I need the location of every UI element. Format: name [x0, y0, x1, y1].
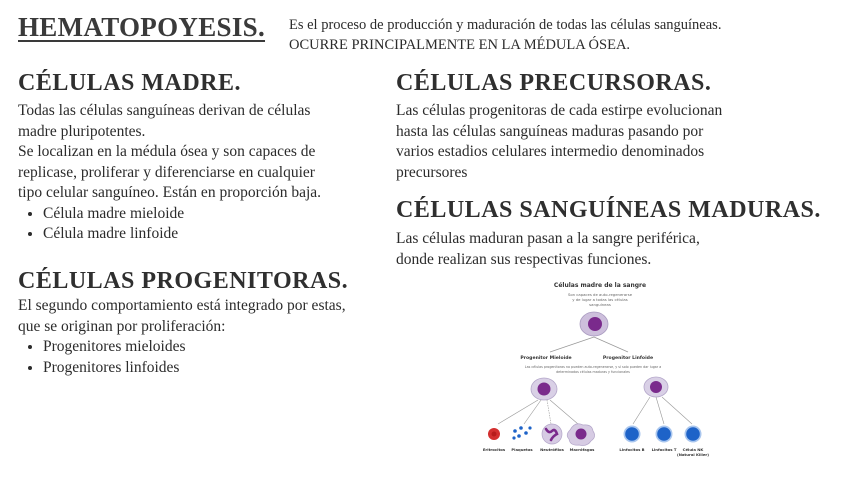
- label-neutrofilos: Neutrófilos: [540, 447, 564, 452]
- celulas-precursoras-text: [396, 101, 722, 183]
- label-nk-sub: (Natural Killer): [676, 452, 710, 457]
- section-celulas-precursoras: [396, 70, 722, 183]
- diagram-arrows: [498, 397, 692, 424]
- label-plaquetas: Plaquetas: [511, 447, 533, 452]
- list-item: • Progenitores linfoides: [43, 358, 348, 379]
- erythrocyte-cell: [488, 428, 500, 440]
- heading-celulas-maduras: CÉLULAS SANGUÍNEAS MADURAS.: [396, 197, 821, 223]
- hematopoiesis-diagram: [478, 276, 723, 466]
- celulas-progenitoras-text: [18, 296, 348, 337]
- progenitor-linfoide-cell: [644, 377, 668, 397]
- label-linfocitos-t: Linfocitos T: [651, 447, 677, 452]
- label-linfocitos-b: Linfocitos B: [619, 447, 645, 452]
- heading-celulas-madre: CÉLULAS MADRE.: [18, 70, 242, 96]
- celulas-maduras-text: [396, 229, 821, 270]
- text-line: que se originan por proliferación:: [18, 317, 226, 335]
- intro-line-2: OCURRE PRINCIPALMENTE EN LA MÉDULA ÓSEA.: [289, 37, 631, 53]
- text-line: replicase, proliferar y diferenciarse en cualquier: [18, 163, 315, 181]
- platelet-cells: [512, 426, 531, 439]
- text-line: Las células maduran pasan a la sangre periférica,: [396, 230, 700, 247]
- text-line: donde realizan sus respectivas funciones.: [396, 250, 652, 268]
- macrophage-cell: [567, 424, 594, 446]
- section-celulas-maduras: [396, 197, 821, 270]
- diagram-subtitle-1: Son capaces de auto-regenerarse: [567, 292, 633, 297]
- text-line: El segundo comportamiento está integrado por estas,: [18, 297, 346, 314]
- label-celula-nk: Célula NK: [682, 447, 704, 452]
- label-macrofagos: Macrófagos: [569, 447, 595, 452]
- celulas-progenitoras-list: [18, 337, 348, 378]
- nk-cell: [685, 426, 702, 443]
- diagram-subtitle-3: sanguíneas: [589, 302, 611, 307]
- b-lymphocyte-cell: [624, 426, 641, 443]
- stem-cell: [580, 312, 608, 336]
- arrow-line: [550, 337, 594, 352]
- text-line: varios estadios celulares intermedio denominados: [396, 143, 705, 160]
- label-progenitor-mieloide: Progenitor Mieloide: [520, 356, 572, 361]
- label-eritrocitos: Eritrocitos: [482, 447, 506, 452]
- text-line: tipo celular sanguíneo. Están en proporción baja.: [18, 184, 322, 201]
- t-lymphocyte-cell: [656, 426, 673, 443]
- neutrophil-cell: [542, 424, 562, 444]
- page-title: HEMATOPOYESIS.: [18, 12, 266, 42]
- intro-line-1: Es el proceso de producción y maduración de todas las células sanguíneas.: [289, 17, 722, 33]
- section-celulas-progenitoras: [18, 268, 348, 378]
- arrow-line: [594, 337, 628, 352]
- text-line: precursores: [396, 163, 468, 181]
- diagram-subtitle-2: y de lugar a todas las células: [572, 297, 628, 302]
- celulas-madre-list: [18, 204, 321, 245]
- text-line: Todas las células sanguíneas derivan de células: [18, 102, 311, 119]
- list-item: • Célula madre linfoide: [43, 224, 321, 245]
- label-progenitor-linfoide: Progenitor Linfoide: [602, 356, 654, 361]
- text-line: hasta las células sanguíneas maduras pasando por: [396, 122, 704, 140]
- progenitor-mieloide-cell: [531, 378, 557, 400]
- celulas-madre-text: [18, 101, 321, 204]
- heading-celulas-precursoras: CÉLULAS PRECURSORAS.: [396, 70, 712, 96]
- text-line: Las células progenitoras de cada estirpe evolucionan: [396, 102, 723, 119]
- list-item: • Progenitores mieloides: [43, 337, 348, 358]
- text-line: Se localizan en la médula ósea y son capaces de: [18, 143, 316, 160]
- diagram-note-2: determinados células maduras y funcionales: [556, 370, 630, 374]
- heading-celulas-progenitoras: CÉLULAS PROGENITORAS.: [18, 268, 349, 294]
- intro-text: [289, 15, 721, 55]
- diagram-note-1: Las células progenitoras no pueden auto-regenerarse, y sí solo pueden dar lugar a: [524, 365, 662, 369]
- list-item: • Célula madre mieloide: [43, 204, 321, 225]
- text-line: madre pluripotentes.: [18, 122, 146, 140]
- diagram-title: Células madre de la sangre: [553, 282, 647, 289]
- section-celulas-madre: [18, 70, 321, 245]
